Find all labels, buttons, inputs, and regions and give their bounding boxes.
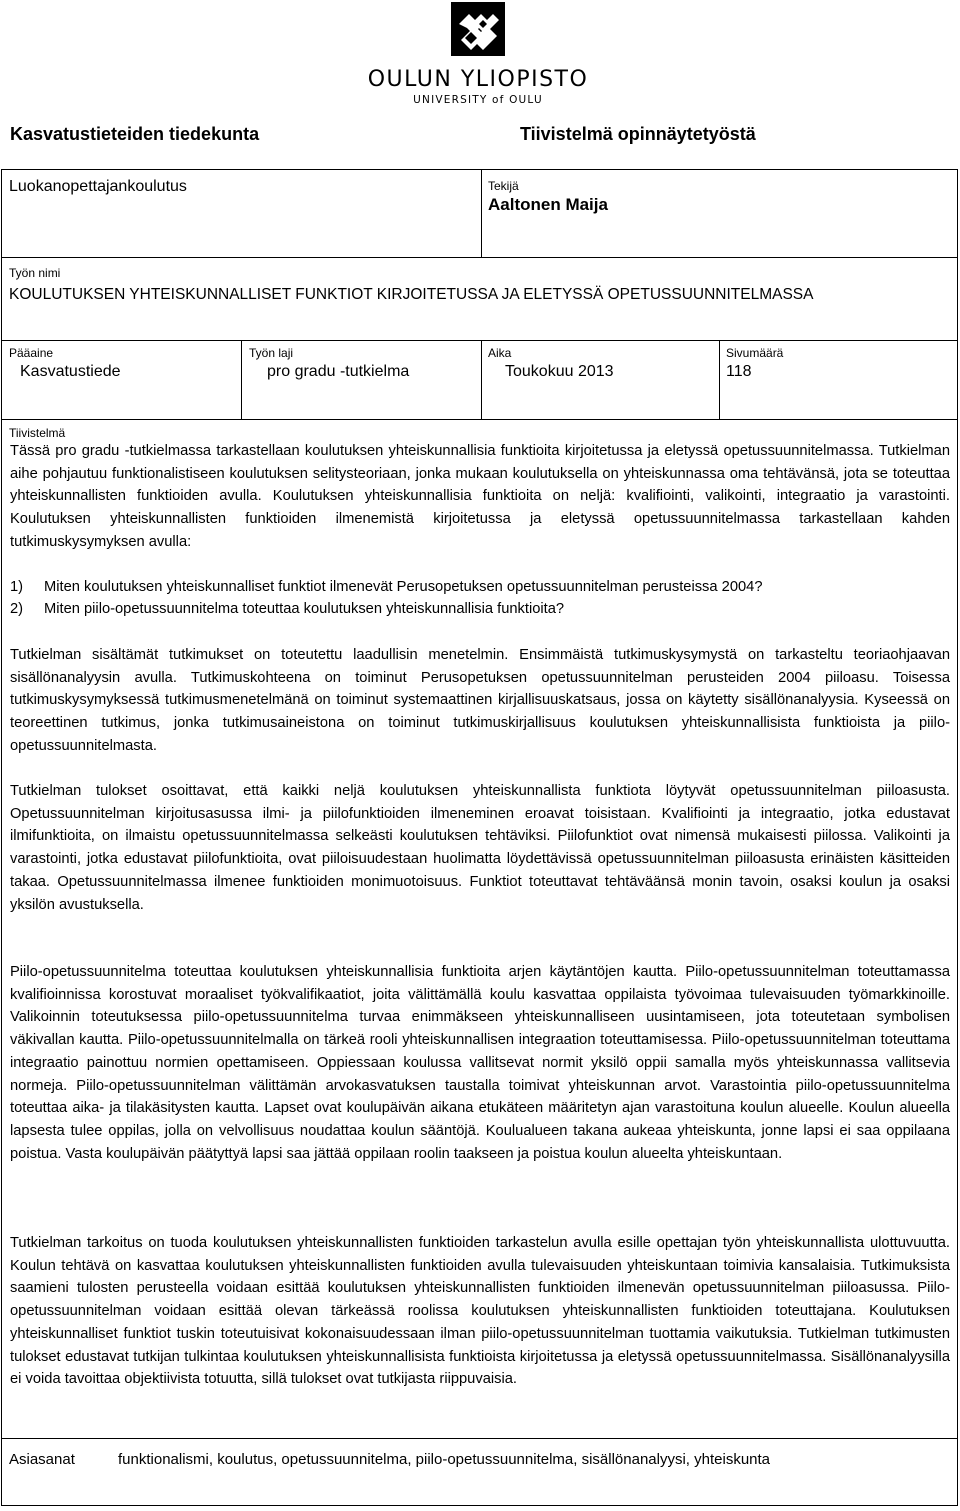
divider <box>2 1438 957 1439</box>
document-type-title: Tiivistelmä opinnäytetyöstä <box>520 124 756 144</box>
divider <box>2 419 957 420</box>
divider <box>481 170 482 257</box>
work-type-label: Työn laji <box>249 346 294 360</box>
research-question-2 <box>10 598 565 621</box>
divider <box>719 340 720 419</box>
thesis-title: KOULUTUKSEN YHTEISKUNNALLISET FUNKTIOT KIRJOITETUSSA JA ELETYSSÄ OPETUSSUUNNITELMASSA <box>9 286 814 303</box>
keywords-value: funktionalismi, koulutus, opetussuunnitelma, piilo-opetussuunnitelma, sisällönanalyysi, yhteiskunta <box>118 1451 771 1468</box>
date-label: Aika <box>488 346 512 360</box>
title-label: Työn nimi <box>9 266 61 280</box>
work-type-value: pro gradu -tutkielma <box>267 363 410 380</box>
abstract-methods: Tutkielman sisältämät tutkimukset on toteutettu laadullisin menetelmin. Ensimmäistä tutkimuskysymystä on tarkasteltu teoriaohjaavan sisällönanalyysin avulla. Tutkimuskohteena on toiminut Perusopetuksen opetussuunnitelman perusteiden 2004 piiloasu. Toisessa tutkimuskysymyksessä tutkimusmenetelmänä on toiminut systemaattinen kirjallisuuskatsaus, jossa on käytetty sisällönanalyysia. Kyseessä on teoreettinen tutkimus, jonka tutkimusaineistona on toiminut tutkimuskirjallisuus koulutuksen yhteiskunnallisista funktioista ja piilo-opetussuunnitelmasta. <box>10 647 950 754</box>
university-logo <box>360 2 596 108</box>
keywords-label: Asiasanat <box>9 1451 75 1468</box>
faculty-title: Kasvatustieteiden tiedekunta <box>10 124 260 144</box>
abstract-form <box>1 169 958 1506</box>
abstract-hidden-curriculum: Piilo-opetussuunnitelma toteuttaa koulutuksen yhteiskunnallisia funktioita arjen käytäntöjen kautta. Piilo-opetussuunnitelman toteuttamassa kvalifioinnissa korostuvat moraaliset työkvalifikaatiot, joita välittämällä koulu kasvattaa oppilaista työvoimaa tulevaisuuden työmarkkinoille. Valikoinnin toteutuksessa piilo-opetussuunnitelma turvaa enimmäkseen yhteiskunnalliseen uusintamiseen, jota toteutetaan symbolisen väkivallan kautta. Piilo-opetussuunnitelmalla on tärkeä rooli yhteiskunnallisen integraation toteuttamisessa. Piilo-opetussuunnitelman toteuttama integraatio painottuu normien opettamiseen. Oppiessaan koulussa vallitsevat normit yksilö oppii samalla myös yhteiskunnassa vallitsevia normeja. Piilo-opetussuunnitelman välittämän arvokasvatuksen taustalla toimivat yhteiskunnan arvot. Varastointia piilo-opetussuunnitelma toteuttaa aika- ja tilakäsitysten kautta. Lapset ovat koulupäivän aikana etukäteen määritetyn ajan varastoituna koulun alueelle. Koulun alueella lapsesta tulee oppilas, jolla on velvollisuus noudattaa koulun sääntöjä. Koulualueen takana aukeaa yhteiskunta, jonne lapsi ei saa oppilaana poistua. Vasta koulupäivän päätyttyä lapsi saa jättää oppilaan roolin taakseen ja poistua koulun alueelta yhteiskuntaan. <box>10 964 950 1162</box>
question-number: 2) <box>10 601 24 617</box>
abstract-conclusion: Tutkielman tarkoitus on tuoda koulutuksen yhteiskunnallisten funktioiden tarkastelun avulla esille opettajan työn yhteiskunnallista ulottuvuutta. Koulun tehtävä on kasvattaa koulutuksen yhteiskunnallisten funktioiden avulla tulevaisuuden yhteiskuntaan toimivia kansalaisia. Tutkimuksista saamieni tulosten perusteella voidaan esittää koulutuksen yhteiskunnallisten funktioiden ilmenevän opetussuunnitelman piiloasussa. Piilo-opetussuunnitelman voidaan esittää olevan tärkeässä roolissa koulutuksen yhteiskunnallisten funktioiden toteuttajana. Koulutuksen yhteiskunnalliset funktiot tuskin toteutuisivat kokonaisuudessaan ilman piilo-opetussuunnitelman tuottamia vaikutuksia. Tutkielman tutkimusten tulokset edustavat tutkijan tulkintaa koulutuksen yhteiskunnallisista funktioista kirjoitetussa ja eletyssä opetussuunnitelmassa. Sisällönanalyysilla ei voida tavoittaa objektiivista totuutta, sillä tulokset ovat tutkijasta riippuvaisia. <box>10 1235 950 1388</box>
abstract-label: Tiivistelmä <box>9 426 66 440</box>
divider <box>481 340 482 419</box>
research-question-1 <box>10 576 763 599</box>
major-label: Pääaine <box>9 346 54 360</box>
page-count-value: 118 <box>726 363 752 380</box>
date-value: Toukokuu 2013 <box>505 363 614 380</box>
degree-programme: Luokanopettajankoulutus <box>9 178 187 195</box>
university-emblem-icon <box>451 2 505 56</box>
author-label: Tekijä <box>488 179 519 193</box>
major-value: Kasvatustiede <box>20 363 121 380</box>
university-name-english: UNIVERSITY of OULU <box>413 94 543 106</box>
page-count-label: Sivumäärä <box>726 346 784 360</box>
university-name: OULUN YLIOPISTO <box>367 67 589 92</box>
divider <box>2 257 957 258</box>
abstract-intro: Tässä pro gradu -tutkielmassa tarkastellaan koulutuksen yhteiskunnallisia funktioita kirjoitetussa ja eletyssä opetussuunnitelmassa. Tutkielman aihe pohjautuu funktionalistiseen koulutuksen selitysteoriaan, jonka mukaan koulutuksella on yhteiskunnassa oma tehtävänsä, jota se toteuttaa yhteiskunnallisten funktioiden avulla. Koulutuksen yhteiskunnallisia funktioita on neljä: kvalifiointi, valikointi, integraatio ja varastointi. Koulutuksen yhteiskunnallisten funktioiden ilmenemistä kirjoitetussa ja eletyssä opetussuunnitelmassa tarkastellaan kahden tutkimuskysymyksen avulla: <box>10 443 950 550</box>
abstract-results: Tutkielman tulokset osoittavat, että kaikki neljä koulutuksen yhteiskunnallista funktiota löytyvät opetussuunnitelman piiloasusta. Opetussuunnitelman kirjoitusasussa ilmi- ja piilofunktioiden ilmeneminen eroavat toisistaan. Kvalifiointi ja integraatio, jotka edustavat ilmifunktioita, on ilmaistu opetussuunnitelmassa selkeästi koulutuksen tehtäviksi. Piilofunktiot ovat nimensä mukaisesti piilossa. Valikointi ja varastointi, jotka edustavat piilofunktioita, ovat piiloisuudestaan huolimatta löydettävissä opetussuunnitelman piiloasusta erinäisten käsitteiden takaa. Opetussuunnitelmassa ilmenee funktioiden monimuotoisuus. Funktiot toteuttavat tehtäväänsä monin tavoin, osaksi koulun ja osaksi yksilön avustuksella. <box>10 783 950 913</box>
question-text: Miten piilo-opetussuunnitelma toteuttaa koulutuksen yhteiskunnallisia funktioita? <box>44 601 565 617</box>
question-text: Miten koulutuksen yhteiskunnalliset funktiot ilmenevät Perusopetuksen opetussuunnitelman perusteissa 2004? <box>44 579 763 595</box>
author-name: Aaltonen Maija <box>488 195 608 214</box>
divider <box>241 340 242 419</box>
divider <box>2 340 957 341</box>
question-number: 1) <box>10 579 24 595</box>
